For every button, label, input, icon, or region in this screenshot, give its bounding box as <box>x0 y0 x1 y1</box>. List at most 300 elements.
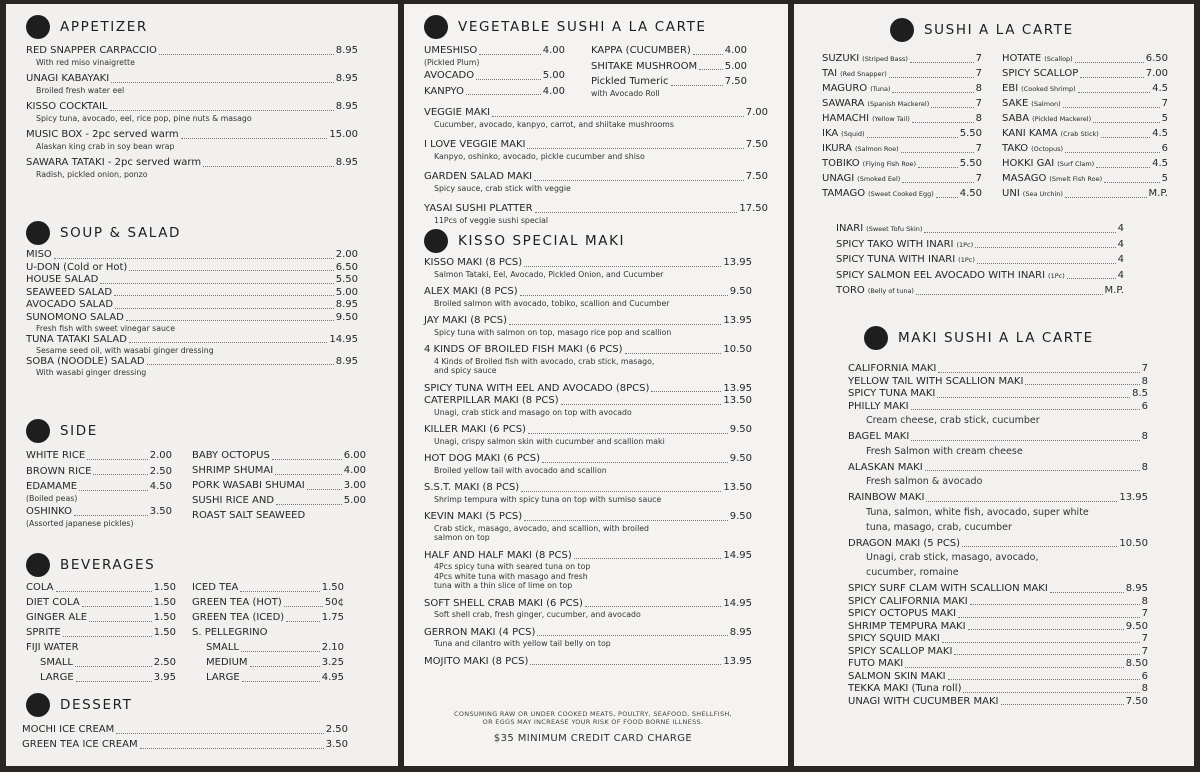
item-price: 4.00 <box>542 45 565 56</box>
dotted-leader <box>1101 137 1150 138</box>
section-dessert <box>22 692 348 754</box>
menu-item-row <box>424 395 752 408</box>
item-price: 7.50 <box>745 171 768 182</box>
dotted-leader <box>574 558 722 559</box>
menu-item <box>836 270 1124 283</box>
item-name: SOBA (NOODLE) SALAD <box>26 355 145 367</box>
menu-item-row <box>26 506 172 519</box>
menu-item <box>26 45 358 67</box>
item-name: TORO <box>836 285 865 296</box>
section-title: MAKI SUSHI A LA CARTE <box>898 330 1094 346</box>
section-vegetable-sushi <box>424 14 768 225</box>
menu-item <box>26 642 176 655</box>
item-price: 14.95 <box>329 333 358 345</box>
menu-item-row <box>26 249 358 262</box>
item-description: Fresh fish with sweet vinegar sauce <box>36 324 176 333</box>
menu-panel-right <box>794 4 1194 766</box>
bullet-dot-icon <box>890 18 914 42</box>
dotted-leader <box>74 515 148 516</box>
item-name: HALF AND HALF MAKI (8 PCS) <box>424 549 572 561</box>
bullet-dot-icon <box>424 15 448 39</box>
dotted-leader <box>1001 704 1124 705</box>
menu-item-row <box>424 171 768 184</box>
item-name: PHILLY MAKI <box>848 400 909 412</box>
dotted-leader <box>911 440 1139 441</box>
dotted-leader <box>867 137 958 138</box>
item-description: Broiled yellow tail with avocado and scallion <box>434 465 607 475</box>
menu-item-row <box>1002 128 1168 141</box>
dotted-leader <box>534 180 744 181</box>
menu-item <box>848 608 1148 621</box>
item-name: U-DON (Cold or Hot) <box>26 261 128 273</box>
item-price: 14.95 <box>723 597 752 609</box>
menu-item <box>848 376 1148 389</box>
item-price: 4.5 <box>1152 128 1168 139</box>
menu-item <box>22 724 348 737</box>
item-name: LARGE <box>206 672 240 683</box>
item-description: cucumber, romaine <box>866 567 959 578</box>
item-name: UNI <box>1002 188 1020 199</box>
item-name: YELLOW TAIL WITH SCALLION MAKI <box>848 375 1024 387</box>
menu-item <box>22 739 348 752</box>
section-beverages <box>26 552 348 687</box>
item-price: 7 <box>1161 98 1168 109</box>
item-price: 7 <box>975 68 983 79</box>
menu-item <box>848 401 1148 429</box>
menu-item <box>424 171 768 193</box>
item-name: BABY OCTOPUS <box>192 450 270 461</box>
menu-item <box>192 612 344 625</box>
menu-item <box>822 83 982 96</box>
menu-item-row <box>848 671 1148 684</box>
dotted-leader <box>524 520 728 521</box>
item-price: 5 <box>1161 173 1168 184</box>
menu-item-row <box>424 550 752 563</box>
item-price: 7.00 <box>1145 68 1168 79</box>
menu-item <box>424 627 752 649</box>
item-price: 4.95 <box>321 672 344 683</box>
dotted-leader <box>918 167 958 168</box>
menu-item-row <box>1002 143 1168 156</box>
menu-item-row <box>192 582 344 595</box>
item-price: 15.00 <box>329 129 358 140</box>
dotted-leader <box>509 324 721 325</box>
dotted-leader <box>307 489 342 490</box>
menu-item-row <box>192 627 344 640</box>
dotted-leader <box>75 666 152 667</box>
section-soup-salad <box>26 220 358 378</box>
menu-item-row <box>848 621 1148 634</box>
menu-item <box>1002 143 1168 156</box>
item-name: LARGE <box>40 672 74 683</box>
section-kisso-special-maki <box>424 228 752 668</box>
item-name: KANI KAMA <box>1002 128 1058 139</box>
dotted-leader <box>561 404 722 405</box>
menu-item <box>848 646 1148 659</box>
menu-item-row <box>424 482 752 495</box>
item-name: TEKKA MAKI (Tuna roll) <box>848 683 962 694</box>
dotted-leader <box>942 642 1140 643</box>
menu-item <box>1002 188 1168 201</box>
menu-item-row <box>424 315 752 328</box>
item-name: FIJI WATER <box>26 642 79 653</box>
side-list-right <box>192 450 366 531</box>
item-price: 10.50 <box>723 344 752 355</box>
item-subtitle: (Assorted japanese pickles) <box>26 518 134 528</box>
item-price: 13.95 <box>723 257 752 268</box>
menu-item <box>26 129 358 151</box>
item-price: 7 <box>975 98 983 109</box>
item-price: 9.50 <box>729 511 752 522</box>
item-description: and spicy sauce <box>434 366 497 375</box>
section-header <box>26 418 368 444</box>
item-price: 4 <box>1117 254 1124 265</box>
menu-item <box>424 203 768 225</box>
menu-item <box>26 274 358 287</box>
menu-item-row <box>26 657 176 670</box>
menu-item-row <box>424 139 768 152</box>
item-name: MOCHI ICE CREAM <box>22 724 115 735</box>
menu-item-row <box>848 696 1148 709</box>
dotted-leader <box>925 470 1140 471</box>
menu-item-row <box>192 642 344 655</box>
item-name: SAWARA <box>822 98 865 109</box>
item-description: Cucumber, avocado, kanpyo, carrot, and shiitake mushrooms <box>434 119 674 129</box>
menu-item-row <box>822 113 982 126</box>
item-price: 9.50 <box>729 286 752 297</box>
item-description: tuna, masago, crab, cucumber <box>866 521 1012 533</box>
menu-item <box>822 173 982 186</box>
item-name: 4 KINDS OF BROILED FISH MAKI (6 PCS) <box>424 344 623 355</box>
menu-item <box>424 139 768 161</box>
menu-item <box>192 450 366 463</box>
dotted-leader <box>79 490 148 491</box>
item-price: 1.50 <box>153 627 176 638</box>
menu-item <box>26 627 176 640</box>
item-subtitle: (Octopus) <box>1031 145 1064 153</box>
item-name: SHRIMP TEMPURA MAKI <box>848 620 966 632</box>
item-name: EDAMAME <box>26 481 78 492</box>
dotted-leader <box>671 85 723 86</box>
item-name: CATERPILLAR MAKI (8 PCS) <box>424 395 559 406</box>
item-price: 7.50 <box>745 139 768 150</box>
menu-item <box>1002 68 1168 81</box>
beverages-list-right <box>192 582 344 687</box>
menu-item-row <box>836 239 1124 252</box>
menu-item <box>424 453 752 475</box>
item-price: 5.00 <box>724 60 747 72</box>
item-description: Shrimp tempura with spicy tuna on top with sumiso sauce <box>434 494 662 504</box>
menu-item-row <box>22 739 348 752</box>
menu-item-row <box>26 299 358 312</box>
item-description: Fresh salmon & avocado <box>866 476 983 487</box>
dotted-leader <box>240 591 319 592</box>
menu-item-row <box>848 388 1148 401</box>
item-name: SALMON SKIN MAKI <box>848 670 946 682</box>
item-subtitle: (Yellow Tail) <box>872 115 910 123</box>
item-price: 5.50 <box>959 128 983 139</box>
item-description: 4Pcs spicy tuna with seared tuna on top <box>434 562 591 571</box>
menu-item-row <box>192 450 366 463</box>
dotted-leader <box>181 138 328 139</box>
item-price: 8.95 <box>335 299 358 310</box>
dotted-leader <box>116 733 323 734</box>
veg-sushi-list-left <box>424 45 565 101</box>
item-subtitle: (Surf Clam) <box>1057 160 1095 168</box>
item-subtitle: (1Pc) <box>956 240 974 249</box>
item-description: Crab stick, masago, avocado, and scallion, with broiled <box>434 523 649 533</box>
item-price: 6 <box>1141 670 1148 682</box>
dotted-leader <box>916 294 1103 295</box>
dotted-leader <box>528 433 728 434</box>
menu-item-row <box>822 143 982 156</box>
section-title: KISSO SPECIAL MAKI <box>458 233 626 249</box>
special-maki-list <box>424 257 752 668</box>
item-name: AVOCADO SALAD <box>26 299 114 310</box>
dotted-leader <box>93 474 147 475</box>
dotted-leader <box>948 679 1140 680</box>
item-price: 3.50 <box>149 506 172 517</box>
menu-item <box>424 383 752 396</box>
menu-item <box>192 510 366 523</box>
menu-item-row <box>424 107 768 120</box>
item-price: 5.00 <box>542 70 565 81</box>
item-price: 8.95 <box>1125 583 1148 594</box>
menu-item <box>848 538 1148 581</box>
menu-item-row <box>822 98 982 111</box>
menu-item <box>822 188 982 201</box>
dotted-leader <box>114 295 334 296</box>
item-price: 4.00 <box>542 85 565 97</box>
dotted-leader <box>977 263 1116 264</box>
menu-item-row <box>26 262 358 275</box>
item-name: IKA <box>822 128 839 139</box>
dotted-leader <box>535 212 738 213</box>
menu-item <box>822 53 982 66</box>
food-safety-warning <box>444 710 742 726</box>
item-name: MISO <box>26 249 52 260</box>
item-price: 4.50 <box>959 188 983 199</box>
item-price: 2.10 <box>321 642 344 653</box>
menu-item <box>822 128 982 141</box>
menu-item-row <box>822 188 982 201</box>
item-price: 13.95 <box>1119 492 1148 503</box>
menu-item-row <box>424 86 565 99</box>
item-description: Tuna and cilantro with yellow tail belly on top <box>434 639 611 648</box>
menu-item <box>26 481 172 503</box>
menu-item-row <box>26 274 358 287</box>
item-name: IKURA <box>822 143 852 154</box>
menu-item-row <box>424 203 768 216</box>
dotted-leader <box>954 654 1139 655</box>
menu-item <box>848 388 1148 401</box>
menu-item-row <box>424 453 752 466</box>
item-name: TAKO <box>1002 143 1029 154</box>
dotted-leader <box>129 270 333 271</box>
item-price: 13.50 <box>723 395 752 406</box>
item-name: BROWN RICE <box>26 465 92 477</box>
item-name: SPICY SCALLOP <box>1002 68 1079 79</box>
dotted-leader <box>284 606 323 607</box>
menu-item <box>822 98 982 111</box>
menu-item <box>424 424 752 446</box>
item-name: DIET COLA <box>26 597 80 608</box>
dotted-leader <box>89 621 152 622</box>
beverages-list-left <box>26 582 176 687</box>
item-price: 7 <box>1141 645 1148 657</box>
menu-item <box>424 395 752 417</box>
menu-item <box>822 113 982 126</box>
item-name: S. PELLEGRINO <box>192 627 268 638</box>
item-price: 5.50 <box>959 158 983 169</box>
dotted-leader <box>466 94 541 95</box>
item-name: GREEN TEA (HOT) <box>192 597 282 608</box>
item-price: 8 <box>1141 375 1148 387</box>
menu-panel-left <box>6 4 398 766</box>
menu-panel-middle <box>404 4 788 766</box>
item-description: Unagi, crab stick, masago, avocado, <box>866 552 1039 563</box>
item-name: KISSO COCKTAIL <box>26 101 108 112</box>
dotted-leader <box>524 266 721 267</box>
menu-item-row <box>424 70 565 83</box>
item-name: SPICY TUNA WITH EEL AND AVOCADO (8PCS) <box>424 382 650 394</box>
item-price: 5.00 <box>335 286 358 298</box>
section-title: VEGETABLE SUSHI A LA CARTE <box>458 19 707 35</box>
item-name: GREEN TEA (ICED) <box>192 612 285 623</box>
dotted-leader <box>87 459 148 460</box>
item-name: TAI <box>822 68 838 79</box>
item-subtitle: (Salmon Roe) <box>854 145 899 153</box>
item-name: SUSHI RICE AND <box>192 495 275 506</box>
menu-item <box>192 582 344 595</box>
item-price: 4 <box>1117 223 1124 234</box>
dotted-leader <box>585 606 722 607</box>
item-name: SPICY SALMON EEL AVOCADO WITH INARI <box>836 269 1046 281</box>
item-name: GERRON MAKI (4 PCS) <box>424 626 536 638</box>
menu-item-row <box>192 657 344 670</box>
item-name: SMALL <box>40 657 73 668</box>
item-name: UNAGI WITH CUCUMBER MAKI <box>848 695 999 707</box>
bullet-dot-icon <box>26 419 50 443</box>
dotted-leader <box>275 474 342 475</box>
item-description: 11Pcs of veggie sushi special <box>434 215 549 225</box>
dotted-leader <box>530 664 721 665</box>
item-description: 4Pcs white tuna with masago and fresh <box>434 571 588 581</box>
item-price: 1.50 <box>153 582 176 593</box>
item-name: SHRIMP SHUMAI <box>192 465 274 476</box>
item-price: 2.50 <box>149 465 172 477</box>
item-name: HOT DOG MAKI (6 PCS) <box>424 453 541 464</box>
item-name: JAY MAKI (8 PCS) <box>424 315 507 326</box>
menu-item <box>26 597 176 610</box>
item-description: Spicy sauce, crab stick with veggie <box>434 183 571 193</box>
item-name: SPICY SURF CLAM WITH SCALLION MAKI <box>848 583 1048 594</box>
section-maki-a-la-carte <box>848 363 1148 708</box>
inari-list <box>836 223 1124 298</box>
item-price: 3.25 <box>321 657 344 668</box>
sushi-list-right <box>1002 53 1168 203</box>
menu-item-row <box>26 101 358 114</box>
item-name: SPICY SCALLOP MAKI <box>848 645 953 657</box>
menu-item-row <box>591 61 747 74</box>
warning-line: CONSUMING RAW OR UNDER COOKED MEATS, POULTRY, SEAFOOD, SHELLFISH, <box>454 710 732 718</box>
dotted-leader <box>1065 152 1160 153</box>
item-name: Pickled Tumeric <box>591 76 669 87</box>
section-title: BEVERAGES <box>60 557 156 573</box>
menu-item <box>424 511 752 543</box>
section-sushi-a-la-carte <box>822 53 1168 203</box>
item-price: 5.50 <box>335 274 358 285</box>
item-price: 2.50 <box>153 657 176 668</box>
dotted-leader <box>625 353 722 354</box>
section-title: SIDE <box>60 423 98 439</box>
bullet-dot-icon <box>26 693 50 717</box>
menu-item <box>192 657 344 670</box>
menu-item-row <box>26 129 358 142</box>
item-name: SABA <box>1002 113 1030 124</box>
item-price: 8.95 <box>335 73 358 84</box>
dotted-leader <box>902 182 973 183</box>
dotted-leader <box>537 635 727 636</box>
section-maki-header <box>864 325 1124 351</box>
menu-item <box>26 249 358 262</box>
item-subtitle: (Flying Fish Roe) <box>862 160 917 168</box>
dotted-leader <box>111 82 334 83</box>
menu-item <box>26 334 358 356</box>
menu-item-row <box>192 672 344 685</box>
item-subtitle: (Sweet Tofu Skin) <box>866 225 923 233</box>
item-subtitle: (Striped Bass) <box>862 55 908 63</box>
menu-item <box>424 598 752 620</box>
menu-item-row <box>836 270 1124 283</box>
item-name: AVOCADO <box>424 70 475 81</box>
menu-item-row <box>26 582 176 595</box>
item-price: 8.95 <box>729 626 752 638</box>
bullet-dot-icon <box>864 326 888 350</box>
menu-item-row <box>848 646 1148 659</box>
dotted-leader <box>1067 278 1116 279</box>
item-name: RED SNAPPER CARPACCIO <box>26 45 157 56</box>
menu-item <box>591 76 747 98</box>
item-name: ALASKAN MAKI <box>848 461 923 473</box>
item-price: 1.50 <box>153 597 176 608</box>
menu-item-row <box>424 511 752 524</box>
item-price: 13.95 <box>723 315 752 326</box>
menu-item <box>192 672 344 685</box>
dotted-leader <box>286 621 320 622</box>
section-header <box>424 228 752 254</box>
item-name: KEVIN MAKI (5 PCS) <box>424 511 523 522</box>
menu-item-row <box>1002 68 1168 81</box>
item-name: UMESHISO <box>424 45 478 56</box>
item-name: MAGURO <box>822 83 868 94</box>
menu-item-row <box>591 76 747 89</box>
menu-item <box>26 450 172 463</box>
dotted-leader <box>912 122 974 123</box>
section-header <box>864 325 1124 351</box>
item-name: CALIFORNIA MAKI <box>848 363 937 374</box>
menu-item <box>26 157 358 179</box>
item-price: 8 <box>1141 683 1148 694</box>
item-price: 9.50 <box>1125 620 1148 632</box>
item-price: 8 <box>1141 461 1148 473</box>
item-name: HOKKI GAI <box>1002 158 1055 169</box>
section-header <box>26 692 348 718</box>
menu-item-row <box>822 158 982 171</box>
menu-item-row <box>848 376 1148 389</box>
item-subtitle: (Sea Urchin) <box>1022 190 1063 198</box>
veg-maki-list <box>424 107 768 225</box>
